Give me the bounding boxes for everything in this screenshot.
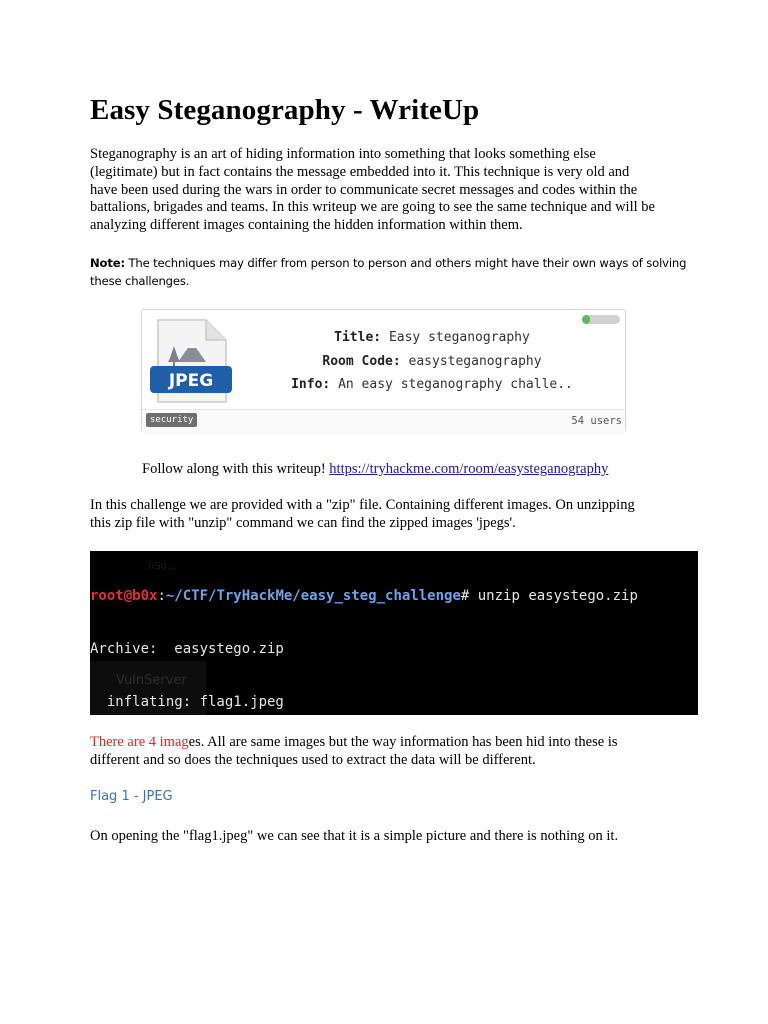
room-card-footer <box>142 409 625 432</box>
challenge-line: In this challenge we are provided with a "zip" file. Containing different images. On unzipping <box>90 497 635 513</box>
terminal-line: Archive: easystego.zip <box>90 640 284 657</box>
images-text: different and so does the techniques used to extract the data will be different. <box>90 751 536 768</box>
intro-line: battalions, brigades and teams. In this writeup we are going to see the same technique and will be <box>90 199 655 216</box>
terminal-screenshot <box>90 551 698 715</box>
room-title: Easy steganography <box>381 330 530 345</box>
images-text: es. All are same images but the way information has been hid into these is <box>188 734 618 750</box>
room-code: easysteganography <box>400 353 542 369</box>
flag1-heading: Flag 1 - JPEG <box>90 789 173 804</box>
room-progress-fill <box>582 315 590 324</box>
intro-line: analyzing different images containing the hidden information within them. <box>90 217 523 234</box>
note-text: these challenges. <box>90 274 190 288</box>
note-label: Note: <box>90 256 125 270</box>
jpeg-icon-label: JPEG <box>168 371 214 391</box>
images-highlight: There are 4 imag <box>90 734 189 750</box>
intro-line: have been used during the wars in order to communicate secret messages and codes within the <box>90 181 638 198</box>
prompt-user: root@b0x <box>90 588 158 605</box>
room-link[interactable]: https://tryhackme.com/room/easysteganography <box>329 461 609 477</box>
terminal-output <box>90 553 638 715</box>
note-paragraph <box>90 254 690 290</box>
prompt-path: ~/CTF/TryHackMe/easy_steg_challenge <box>165 588 461 605</box>
note-text: The techniques may differ from person to person and others might have their own ways of solving <box>124 256 687 270</box>
jpeg-file-icon <box>148 316 234 406</box>
intro-line: Steganography is an art of hiding information into something that looks something else <box>90 146 596 162</box>
security-tag[interactable]: security <box>146 413 197 427</box>
flag1-text: On opening the "flag1.jpeg" we can see that it is a simple picture and there is nothing on it. <box>90 828 619 844</box>
info-key: Info: <box>291 377 331 392</box>
intro-paragraph <box>90 146 690 235</box>
flag1-paragraph <box>90 828 690 846</box>
room-progress-bar <box>582 315 620 324</box>
images-paragraph <box>90 734 690 770</box>
room-info-text: An easy steganography challe.. <box>330 377 573 392</box>
terminal-line: inflating: flag1.jpeg <box>90 693 284 710</box>
ghost-label-top: nSo... <box>148 561 177 572</box>
user-count: 54 users <box>571 415 622 427</box>
room-code-key: Room Code: <box>322 353 401 369</box>
title-key: Title: <box>334 330 382 345</box>
intro-line: (legitimate) but in fact contains the message embedded into it. This technique is very old and <box>90 163 630 180</box>
challenge-line: this zip file with "unzip" command we can find the zipped images 'jpegs'. <box>90 514 516 531</box>
ghost-label: VulnServer <box>116 673 187 688</box>
challenge-paragraph <box>90 497 690 533</box>
page-title: Easy Steganography - WriteUp <box>90 94 480 126</box>
room-info <box>282 326 582 397</box>
follow-line <box>142 461 608 478</box>
room-card[interactable] <box>141 309 626 432</box>
terminal-command: # unzip easystego.zip <box>460 588 638 605</box>
prompt-separator: : <box>157 588 166 605</box>
follow-text: Follow along with this writeup! <box>142 461 330 477</box>
